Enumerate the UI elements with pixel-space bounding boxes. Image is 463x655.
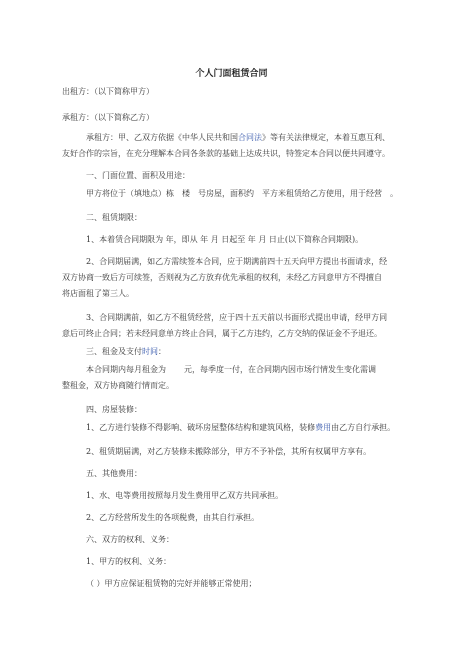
s1-text-e: 平方米租赁给乙方使用，用于经营 (262, 189, 382, 198)
s1-text-c: 楼 (182, 189, 190, 198)
s1-text-a: 甲方将位于 (86, 189, 126, 198)
section-3-text-line-1 (86, 362, 402, 378)
section-5-item-1: 1、水、电等费用按照每月发生费用甲乙双方共同承担。 (86, 491, 284, 500)
section-2-item-1: 1、本着赁合同期限为 年，即从 年 月 日起至 年 月 日止(以下简称合同期限)。 (86, 235, 364, 244)
section-3-text-line-2: 整租金，双方协商随行情而定。 (62, 381, 174, 390)
contract-law-link[interactable]: 合同法 (238, 133, 262, 142)
section-2-heading: 二、租赁期限： (86, 213, 142, 222)
intro-paragraph-line-2: 友好合作的宗旨，在充分理解本合同各条款的基础上达成共识，特签定本合同以便共同遵守。 (62, 149, 390, 158)
cost-link[interactable]: 费用 (315, 423, 332, 432)
s3-1-text-a: 本合同期内每月租金为 (86, 365, 166, 374)
section-2-item-2-line-2: 双方协商一致后方可续签，否则视为乙方放弃优先承租的权利，未经乙方同意甲方不得擅自 (62, 273, 382, 282)
document-title: 个人门面租赁合同 (195, 69, 268, 79)
lessor-line: 出租方：（以下简称甲方） (62, 87, 154, 96)
section-1-text (86, 186, 402, 202)
section-2-item-3-line-2: 意后可终止合同；若未经同意单方终止合同，属于乙方违约，乙方交纳的保证金不予退还。 (62, 329, 382, 338)
s1-text-d: 号房屋，面积约 (198, 189, 254, 198)
section-4-heading: 四、房屋装修： (86, 405, 142, 414)
s3-1-text-b: 元，每季度一付，在合同期内因市场行情发生变化需调 (184, 365, 376, 374)
s3-text-a: 三、租金及支付 (86, 347, 142, 356)
section-2-item-2-line-3: 将店面租了第三人。 (62, 289, 134, 298)
section-2-item-3-line-1: 3、合同期满前，如乙方不租赁经营，应于四十五天前以书面形式提出申请，经甲方同 (86, 313, 388, 322)
intro-paragraph-line-1 (86, 130, 402, 146)
intro-text-b: 》等有关法律规定，本着互惠互利、 (262, 133, 390, 142)
s4-1-text-a: 1、乙方进行装修不得影响、破坏房屋整体结构和建筑风格，装修 (86, 423, 316, 432)
section-3-heading (86, 344, 402, 360)
section-4-item-1 (86, 420, 402, 436)
section-6-item-1-1: （ ）甲方应保证租赁物的完好并能够正常使用； (86, 579, 257, 588)
s3-text-b: ： (158, 347, 166, 356)
s4-1-text-b: 由乙方自行承担。 (331, 423, 396, 432)
section-5-heading: 五、其他费用： (86, 469, 142, 478)
s1-text-f: 。 (390, 189, 398, 198)
section-5-item-2: 2、乙方经营所发生的各项税费，由其自行承担。 (86, 513, 260, 522)
time-link[interactable]: 时间 (142, 347, 158, 356)
intro-text-a: 承租方：甲、乙双方依据《中华人民共和国 (86, 133, 238, 142)
lessee-line: 承租方：（以下简称乙方） (62, 113, 154, 122)
section-1-heading: 一、门面位置、面积及用途： (86, 171, 190, 180)
section-6-item-1: 1、甲方的权利、义务： (86, 557, 172, 566)
section-6-heading: 六、双方的权利、义务： (86, 535, 174, 544)
s1-text-b: （填地点）栋 (126, 189, 174, 198)
section-4-item-2: 2、租赁期届满，对乙方装修未搬除部分，甲方不予补偿，其所有权属甲方享有。 (86, 447, 372, 456)
section-2-item-2-line-1: 2、合同期届满，如乙方需续签本合同，应于期满前四十五天向甲方提出书面请求，经 (86, 257, 388, 266)
